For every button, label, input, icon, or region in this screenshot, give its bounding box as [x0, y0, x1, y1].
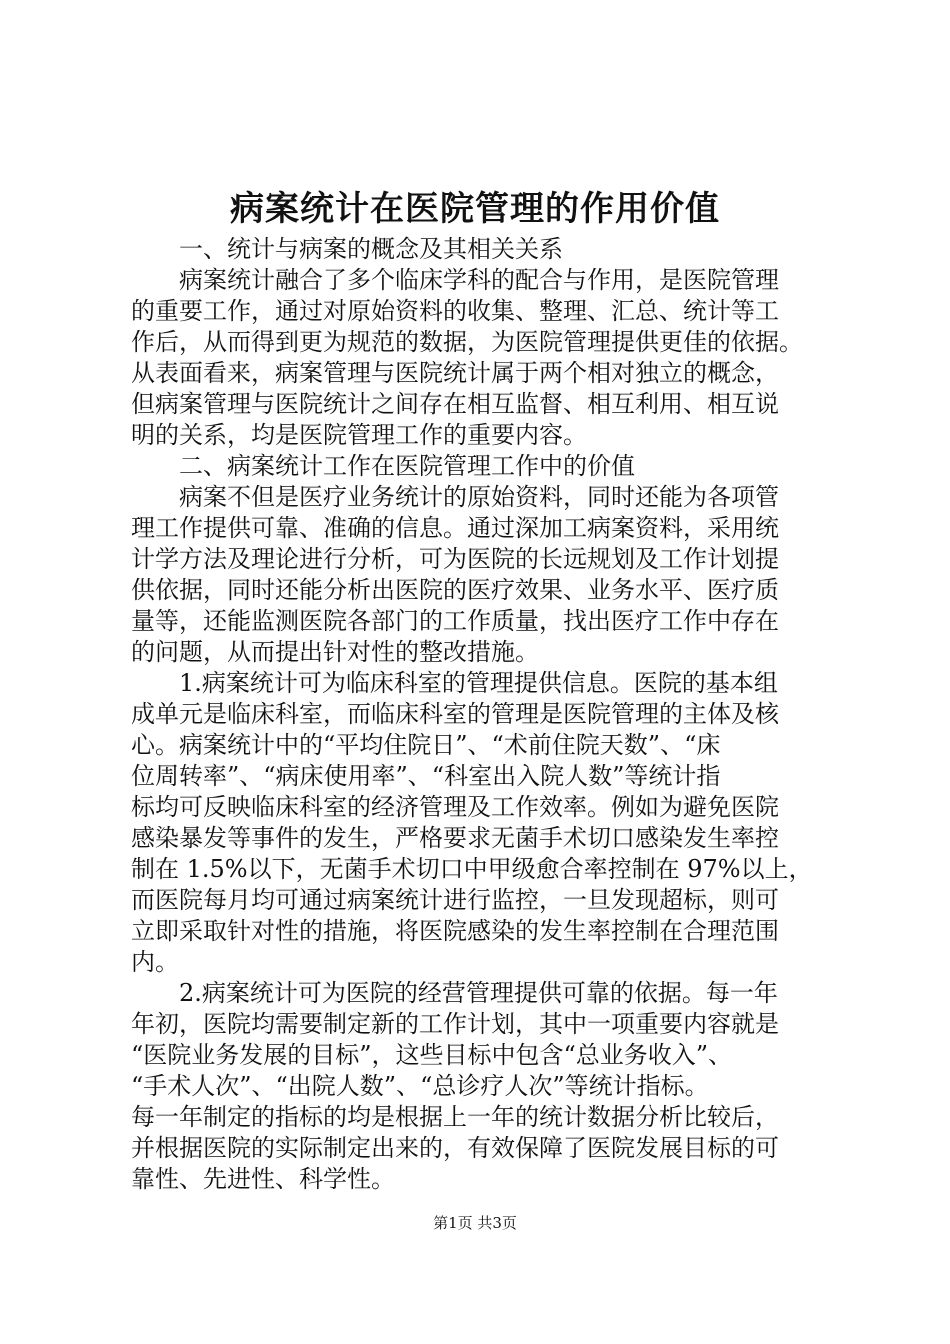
paragraph-line: 成单元是临床科室，而临床科室的管理是医院管理的主体及核 [131, 700, 779, 728]
paragraph-line: 标均可反映临床科室的经济管理及工作效率。例如为避免医院 [131, 793, 779, 821]
paragraph-line: 而医院每月均可通过病案统计进行监控，一旦发现超标，则可 [131, 886, 779, 914]
paragraph-line: 制在 1.5%以下，无菌手术切口中甲级愈合率控制在 97%以上， [131, 855, 813, 883]
paragraph-line: 计学方法及理论进行分析，可为医院的长远规划及工作计划提 [131, 545, 779, 573]
paragraph-line: 病案统计融合了多个临床学科的配合与作用，是医院管理 [179, 266, 779, 294]
paragraph-line: 年初，医院均需要制定新的工作计划，其中一项重要内容就是 [131, 1010, 779, 1038]
paragraph-line: 靠性、先进性、科学性。 [131, 1165, 395, 1193]
page-number: 第1页 共3页 [433, 1214, 517, 1232]
paragraph-line: “手术人次”、“出院人数”、“总诊疗人次”等统计指标。 [131, 1072, 709, 1100]
paragraph-line: 但病案管理与医院统计之间存在相互监督、相互利用、相互说 [131, 390, 779, 418]
paragraph-line: 理工作提供可靠、准确的信息。通过深加工病案资料，采用统 [131, 514, 779, 542]
paragraph-line: 病案不但是医疗业务统计的原始资料，同时还能为各项管 [179, 483, 779, 511]
paragraph-line: 位周转率”、“病床使用率”、“科室出入院人数”等统计指 [131, 762, 721, 790]
paragraph-line: 每一年制定的指标的均是根据上一年的统计数据分析比较后， [131, 1103, 779, 1131]
paragraph-line: 感染暴发等事件的发生，严格要求无菌手术切口感染发生率控 [131, 824, 779, 852]
paragraph-line: 1.病案统计可为临床科室的管理提供信息。医院的基本组 [179, 669, 778, 697]
section-heading: 二、病案统计工作在医院管理工作中的价值 [179, 452, 635, 480]
paragraph-line: 心。病案统计中的“平均住院日”、“术前住院天数”、“床 [131, 731, 721, 759]
document-title: 病案统计在医院管理的作用价值 [230, 189, 720, 229]
paragraph-line: 量等，还能监测医院各部门的工作质量，找出医疗工作中存在 [131, 607, 779, 635]
paragraph-line: 作后，从而得到更为规范的数据，为医院管理提供更佳的依据。 [131, 328, 803, 356]
paragraph-line: “医院业务发展的目标”，这些目标中包含“总业务收入”、 [131, 1041, 733, 1069]
paragraph-line: 的问题，从而提出针对性的整改措施。 [131, 638, 539, 666]
paragraph-line: 内。 [131, 948, 179, 976]
paragraph-line: 明的关系，均是医院管理工作的重要内容。 [131, 421, 587, 449]
paragraph-line: 2.病案统计可为医院的经营管理提供可靠的依据。每一年 [179, 979, 778, 1007]
document-body [131, 234, 831, 1195]
paragraph-line: 供依据，同时还能分析出医院的医疗效果、业务水平、医疗质 [131, 576, 779, 604]
paragraph-line: 立即采取针对性的措施，将医院感染的发生率控制在合理范围 [131, 917, 779, 945]
paragraph-line: 并根据医院的实际制定出来的，有效保障了医院发展目标的可 [131, 1134, 779, 1162]
section-heading: 一、统计与病案的概念及其相关关系 [179, 235, 563, 263]
paragraph-line: 从表面看来，病案管理与医院统计属于两个相对独立的概念， [131, 359, 779, 387]
paragraph-line: 的重要工作，通过对原始资料的收集、整理、汇总、统计等工 [131, 297, 779, 325]
